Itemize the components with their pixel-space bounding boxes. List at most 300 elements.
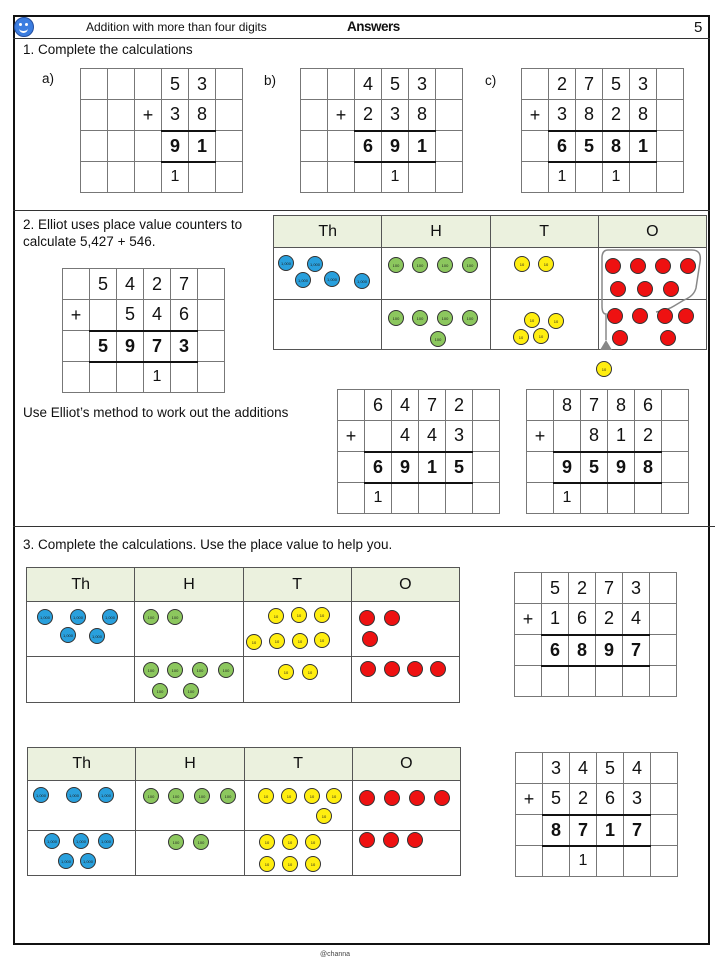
carry-digit-cell (392, 483, 419, 514)
copyright-footer: @channa (320, 951, 351, 958)
digit-cell: 6 (569, 604, 596, 635)
one-counter (630, 258, 646, 274)
digit-cell: 2 (355, 100, 382, 131)
answer-digit-cell: 1 (419, 452, 446, 483)
ten-counter: 10 (269, 633, 285, 649)
ten-counter: 10 (246, 634, 262, 650)
digit-cell (651, 784, 678, 815)
digit-cell: 1 (608, 421, 635, 452)
one-counter (407, 832, 423, 848)
pv-cell (27, 657, 135, 703)
answer-digit-cell: 9 (554, 452, 581, 483)
thousand-counter: 1,000 (295, 272, 311, 288)
hundred-counter: 100 (437, 257, 453, 273)
carry-digit-cell (623, 666, 650, 697)
answer-digit-cell: 5 (581, 452, 608, 483)
thousand-counter: 1,000 (324, 271, 340, 287)
o-header: O (352, 748, 460, 781)
one-counter (610, 281, 626, 297)
answer-digit-cell (135, 131, 162, 162)
carry-digit-cell (117, 362, 144, 393)
answer-digit-cell (198, 331, 225, 362)
answer-digit-cell: 1 (630, 131, 657, 162)
page-number: 5 (694, 19, 703, 36)
digit-cell: 3 (409, 69, 436, 100)
digit-cell: 6 (365, 390, 392, 421)
hundred-counter: 100 (388, 257, 404, 273)
digit-cell (662, 390, 689, 421)
o-header: O (351, 568, 459, 602)
answer-digit-cell: 9 (608, 452, 635, 483)
digit-cell (90, 300, 117, 331)
one-counter (359, 610, 375, 626)
hundred-counter: 100 (194, 788, 210, 804)
ten-counter: 10 (304, 788, 320, 804)
digit-cell: 2 (570, 784, 597, 815)
ten-counter: 10 (524, 312, 540, 328)
digit-cell (301, 100, 328, 131)
digit-cell (81, 69, 108, 100)
digit-cell: 4 (623, 604, 650, 635)
digit-cell: 4 (392, 390, 419, 421)
answer-digit-cell: 1 (189, 131, 216, 162)
ten-counter: 10 (314, 632, 330, 648)
q2-answer-grid-1 (337, 389, 500, 514)
digit-cell: 8 (630, 100, 657, 131)
answer-digit-cell: 6 (549, 131, 576, 162)
thousand-counter: 1,000 (89, 628, 105, 644)
hundred-counter: 100 (152, 683, 168, 699)
thousand-counter: 1,000 (98, 787, 114, 803)
carry-digit-cell (189, 162, 216, 193)
answer-digit-cell: 1 (409, 131, 436, 162)
section-divider-1 (13, 210, 710, 211)
one-counter (605, 258, 621, 274)
carry-digit-cell (630, 162, 657, 193)
one-counter (360, 661, 376, 677)
thousand-counter: 1,000 (354, 273, 370, 289)
digit-cell: 5 (117, 300, 144, 331)
carry-digit-cell (596, 666, 623, 697)
hundred-counter: 100 (183, 683, 199, 699)
carry-digit-cell (650, 666, 677, 697)
one-counter (637, 281, 653, 297)
ten-counter: 10 (259, 856, 275, 872)
digit-cell (554, 421, 581, 452)
one-counter (632, 308, 648, 324)
hundred-counter: 100 (412, 257, 428, 273)
hundred-counter: 100 (462, 257, 478, 273)
one-counter (678, 308, 694, 324)
digit-cell: 3 (382, 100, 409, 131)
one-counter (430, 661, 446, 677)
ten-counter: 10 (305, 856, 321, 872)
hundred-counter: 100 (168, 834, 184, 850)
ten-counter: 10 (548, 313, 564, 329)
carry-digit-cell: 1 (162, 162, 189, 193)
digit-cell: 2 (596, 604, 623, 635)
one-counter (384, 610, 400, 626)
q1c-column-grid (521, 68, 684, 193)
carry-digit-cell (301, 162, 328, 193)
carry-digit-cell (198, 362, 225, 393)
hundred-counter: 100 (143, 662, 159, 678)
carry-digit-cell (516, 846, 543, 877)
digit-cell: + (135, 100, 162, 131)
digit-cell (216, 69, 243, 100)
answer-digit-cell (516, 815, 543, 846)
digit-cell: 6 (171, 300, 198, 331)
digit-cell (657, 100, 684, 131)
digit-cell (436, 100, 463, 131)
digit-cell (515, 573, 542, 604)
h-header: H (382, 216, 490, 248)
digit-cell: + (522, 100, 549, 131)
answer-digit-cell (522, 131, 549, 162)
answer-digit-cell: 3 (171, 331, 198, 362)
answer-digit-cell (338, 452, 365, 483)
digit-cell: 4 (570, 753, 597, 784)
t-header: T (244, 748, 352, 781)
thousand-counter: 1,000 (33, 787, 49, 803)
one-counter (655, 258, 671, 274)
answer-digit-cell: 6 (365, 452, 392, 483)
pv-cell (243, 657, 351, 703)
carry-digit-cell (662, 483, 689, 514)
worksheet-title: Addition with more than four digits (86, 20, 267, 34)
digit-cell (328, 69, 355, 100)
digit-cell: 4 (419, 421, 446, 452)
thousand-counter: 1,000 (58, 853, 74, 869)
answer-digit-cell: 9 (382, 131, 409, 162)
digit-cell: 4 (392, 421, 419, 452)
thousand-counter: 1,000 (60, 627, 76, 643)
t-header: T (490, 216, 598, 248)
one-counter (663, 281, 679, 297)
carry-digit-cell (543, 846, 570, 877)
t-header: T (243, 568, 351, 602)
carry-digit-cell (355, 162, 382, 193)
carry-digit-cell (108, 162, 135, 193)
hundred-counter: 100 (167, 609, 183, 625)
carry-digit-cell (171, 362, 198, 393)
carry-digit-cell (597, 846, 624, 877)
answer-digit-cell: 7 (144, 331, 171, 362)
carry-digit-cell (338, 483, 365, 514)
answer-digit-cell: 8 (603, 131, 630, 162)
digit-cell: 2 (603, 100, 630, 131)
digit-cell: 8 (576, 100, 603, 131)
digit-cell: + (63, 300, 90, 331)
digit-cell: 2 (144, 269, 171, 300)
ten-counter: 10 (514, 256, 530, 272)
answer-digit-cell: 9 (162, 131, 189, 162)
ten-counter: 10 (291, 607, 307, 623)
carry-digit-cell (569, 666, 596, 697)
hundred-counter: 100 (192, 662, 208, 678)
one-counter (607, 308, 623, 324)
thousand-counter: 1,000 (44, 833, 60, 849)
digit-cell: 7 (419, 390, 446, 421)
digit-cell: 8 (189, 100, 216, 131)
one-counter (383, 832, 399, 848)
digit-cell: 5 (90, 269, 117, 300)
pv-cell (274, 300, 382, 350)
digit-cell (650, 573, 677, 604)
digit-cell: 4 (144, 300, 171, 331)
answer-digit-cell: 9 (392, 452, 419, 483)
carry-digit-cell (581, 483, 608, 514)
carry-digit-cell (446, 483, 473, 514)
carry-digit-cell (624, 846, 651, 877)
digit-cell (365, 421, 392, 452)
carry-digit-cell (419, 483, 446, 514)
digit-cell: 4 (117, 269, 144, 300)
digit-cell (436, 69, 463, 100)
ten-counter: 10 (314, 607, 330, 623)
digit-cell: + (516, 784, 543, 815)
digit-cell (216, 100, 243, 131)
digit-cell (657, 69, 684, 100)
answer-digit-cell (108, 131, 135, 162)
ten-counter: 10 (258, 788, 274, 804)
answer-digit-cell: 1 (597, 815, 624, 846)
ten-counter: 10 (282, 856, 298, 872)
answer-digit-cell (436, 131, 463, 162)
answer-digit-cell: 9 (596, 635, 623, 666)
answer-digit-cell: 5 (90, 331, 117, 362)
hundred-counter: 100 (220, 788, 236, 804)
digit-cell: 7 (576, 69, 603, 100)
o-header: O (598, 216, 706, 248)
h-header: H (135, 568, 243, 602)
answer-digit-cell: 8 (635, 452, 662, 483)
one-counter (362, 631, 378, 647)
q2-prompt-line2: calculate 5,427 + 546. (23, 234, 156, 249)
one-counter (384, 790, 400, 806)
answer-digit-cell: 9 (117, 331, 144, 362)
th-header: Th (274, 216, 382, 248)
digit-cell: 2 (446, 390, 473, 421)
carry-digit-cell (90, 362, 117, 393)
digit-cell: 5 (603, 69, 630, 100)
hundred-counter: 100 (193, 834, 209, 850)
carry-digit-cell: 1 (549, 162, 576, 193)
q1a-label: a) (42, 71, 55, 86)
carry-digit-cell: 1 (365, 483, 392, 514)
hundred-counter: 100 (430, 331, 446, 347)
hundred-counter: 100 (388, 310, 404, 326)
q1b-column-grid (300, 68, 463, 193)
h-header: H (136, 748, 244, 781)
digit-cell (662, 421, 689, 452)
digit-cell (527, 390, 554, 421)
answer-digit-cell: 8 (569, 635, 596, 666)
carry-digit-cell (522, 162, 549, 193)
answer-digit-cell: 7 (570, 815, 597, 846)
digit-cell: 3 (162, 100, 189, 131)
one-counter (657, 308, 673, 324)
hundred-counter: 100 (168, 788, 184, 804)
digit-cell: + (338, 421, 365, 452)
digit-cell: 7 (171, 269, 198, 300)
q1b-label: b) (264, 73, 277, 88)
hundred-counter: 100 (437, 310, 453, 326)
answer-digit-cell (301, 131, 328, 162)
digit-cell: 4 (355, 69, 382, 100)
ten-counter: 10 (538, 256, 554, 272)
digit-cell: 2 (549, 69, 576, 100)
answer-digit-cell (63, 331, 90, 362)
carry-digit-cell (527, 483, 554, 514)
digit-cell (135, 69, 162, 100)
carry-digit-cell: 1 (144, 362, 171, 393)
digit-cell: 7 (596, 573, 623, 604)
digit-cell: 5 (543, 784, 570, 815)
carry-digit-cell (409, 162, 436, 193)
digit-cell: 8 (409, 100, 436, 131)
answer-digit-cell (473, 452, 500, 483)
digit-cell: 5 (597, 753, 624, 784)
smiley-logo-icon (14, 17, 34, 37)
thousand-counter: 1,000 (278, 255, 294, 271)
one-counter (384, 661, 400, 677)
digit-cell (473, 390, 500, 421)
digit-cell: 1 (542, 604, 569, 635)
header-divider (13, 38, 710, 39)
carry-digit-cell (81, 162, 108, 193)
carry-digit-cell (651, 846, 678, 877)
digit-cell: 3 (549, 100, 576, 131)
answer-digit-cell (662, 452, 689, 483)
digit-cell: 5 (542, 573, 569, 604)
carry-digit-cell (576, 162, 603, 193)
one-counter (409, 790, 425, 806)
one-counter (407, 661, 423, 677)
hundred-counter: 100 (143, 788, 159, 804)
digit-cell (522, 69, 549, 100)
answer-digit-cell (650, 635, 677, 666)
q2-instruction: Use Elliot’s method to work out the additions (23, 405, 289, 420)
carry-digit-cell: 1 (603, 162, 630, 193)
ten-counter: 10 (533, 328, 549, 344)
answer-digit-cell (81, 131, 108, 162)
carry-digit-cell: 1 (382, 162, 409, 193)
ten-counter: 10 (302, 664, 318, 680)
digit-cell: 4 (624, 753, 651, 784)
answer-digit-cell: 5 (446, 452, 473, 483)
digit-cell (473, 421, 500, 452)
th-header: Th (28, 748, 136, 781)
digit-cell (198, 269, 225, 300)
q2-elliot-grid (62, 268, 225, 393)
hundred-counter: 100 (462, 310, 478, 326)
thousand-counter: 1,000 (307, 256, 323, 272)
carry-digit-cell (473, 483, 500, 514)
ten-counter: 10 (259, 834, 275, 850)
thousand-counter: 1,000 (73, 833, 89, 849)
digit-cell: + (515, 604, 542, 635)
digit-cell: 8 (608, 390, 635, 421)
ten-counter: 10 (282, 834, 298, 850)
carry-digit-cell (657, 162, 684, 193)
q2-answer-grid-2 (526, 389, 689, 514)
digit-cell: 6 (635, 390, 662, 421)
carry-digit-cell (515, 666, 542, 697)
hundred-counter: 100 (218, 662, 234, 678)
answer-digit-cell: 7 (623, 635, 650, 666)
digit-cell: 3 (623, 573, 650, 604)
q1-prompt: 1. Complete the calculations (23, 42, 193, 57)
answer-digit-cell: 8 (543, 815, 570, 846)
answer-digit-cell (657, 131, 684, 162)
thousand-counter: 1,000 (66, 787, 82, 803)
ten-counter: 10 (278, 664, 294, 680)
answer-digit-cell (515, 635, 542, 666)
hundred-counter: 100 (167, 662, 183, 678)
digit-cell: 2 (569, 573, 596, 604)
digit-cell (301, 69, 328, 100)
digit-cell: 3 (446, 421, 473, 452)
ten-counter: 10 (281, 788, 297, 804)
answers-label: Answers (347, 19, 400, 34)
answer-digit-cell: 6 (355, 131, 382, 162)
carry-digit-cell (608, 483, 635, 514)
digit-cell: 7 (581, 390, 608, 421)
pv-cell (136, 831, 244, 876)
ten-counter: 10 (326, 788, 342, 804)
answer-digit-cell: 6 (542, 635, 569, 666)
q1c-label: c) (485, 73, 497, 88)
q2-prompt-line1: 2. Elliot uses place value counters to (23, 217, 243, 232)
digit-cell (650, 604, 677, 635)
digit-cell (516, 753, 543, 784)
one-counter (660, 330, 676, 346)
digit-cell: 3 (543, 753, 570, 784)
thousand-counter: 1,000 (98, 833, 114, 849)
carry-digit-cell: 1 (570, 846, 597, 877)
answer-digit-cell (216, 131, 243, 162)
hundred-counter: 100 (412, 310, 428, 326)
carry-digit-cell: 1 (554, 483, 581, 514)
th-header: Th (27, 568, 135, 602)
digit-cell: 3 (630, 69, 657, 100)
digit-cell (198, 300, 225, 331)
pv-cell (382, 248, 490, 300)
thousand-counter: 1,000 (37, 609, 53, 625)
hundred-counter: 100 (143, 609, 159, 625)
carry-digit-cell (436, 162, 463, 193)
digit-cell: 6 (597, 784, 624, 815)
carry-digit-cell (135, 162, 162, 193)
thousand-counter: 1,000 (80, 853, 96, 869)
section-divider-2 (13, 526, 715, 527)
q3-answer-grid-2 (515, 752, 678, 877)
digit-cell (108, 100, 135, 131)
carry-digit-cell (63, 362, 90, 393)
answer-digit-cell: 7 (624, 815, 651, 846)
ten-counter: 10 (268, 608, 284, 624)
digit-cell: 3 (189, 69, 216, 100)
digit-cell (651, 753, 678, 784)
ten-counter: 10 (513, 329, 529, 345)
ten-counter: 10 (292, 633, 308, 649)
answer-digit-cell (527, 452, 554, 483)
digit-cell: 8 (554, 390, 581, 421)
carry-digit-cell (542, 666, 569, 697)
q3-answer-grid-1 (514, 572, 677, 697)
ten-counter: 10 (305, 834, 321, 850)
